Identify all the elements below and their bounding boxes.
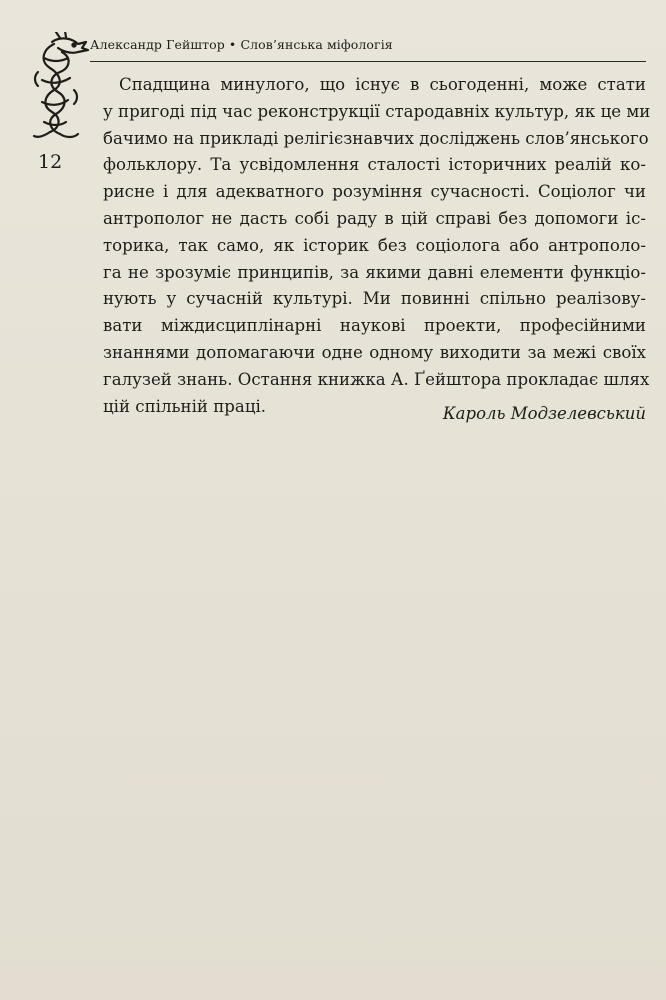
paragraph-line: галузей знань. Остання книжка А. Ґейштора прокладає шлях bbox=[103, 369, 650, 389]
paragraph-line: рисне і для адекватного розуміння сучасності. Соціолог чи bbox=[103, 182, 646, 202]
paragraph-line: у пригоді під час реконструкції стародавніх культур, як це ми bbox=[103, 101, 651, 121]
paragraph-line: га не зрозуміє принципів, за якими давні елементи функціо- bbox=[103, 262, 646, 282]
celtic-knot-dragon-icon bbox=[30, 32, 92, 140]
author-signature: Кароль Модзелевський bbox=[442, 404, 646, 423]
page-number: 12 bbox=[38, 151, 63, 173]
paragraph-line: нують у сучасній культурі. Ми повинні спільно реалізову- bbox=[103, 289, 646, 309]
paragraph-line: Спадщина минулого, що існує в сьогоденні, може стати bbox=[119, 75, 646, 94]
paragraph-line: знаннями допомагаючи одне одному виходити за межі своїх bbox=[103, 342, 646, 362]
paragraph-line: антрополог не дасть собі раду в цій справі без допомоги іс- bbox=[103, 208, 646, 228]
running-header bbox=[90, 36, 646, 62]
paragraph-line: бачимо на прикладі релігієзнавчих досліджень слов’янського bbox=[103, 128, 649, 148]
paragraph-line: цій спільній праці. bbox=[103, 396, 267, 416]
running-title: Александр Гейштор • Слов’янська міфологія bbox=[90, 37, 393, 52]
paragraph-line: фольклору. Та усвідомлення сталості історичних реалій ко- bbox=[103, 155, 646, 175]
main-paragraph bbox=[103, 72, 651, 420]
paragraph-line: вати міждисциплінарні наукові проекти, професійними bbox=[103, 316, 646, 336]
paragraph-line: торика, так само, як історик без соціолога або антрополо- bbox=[103, 235, 646, 255]
